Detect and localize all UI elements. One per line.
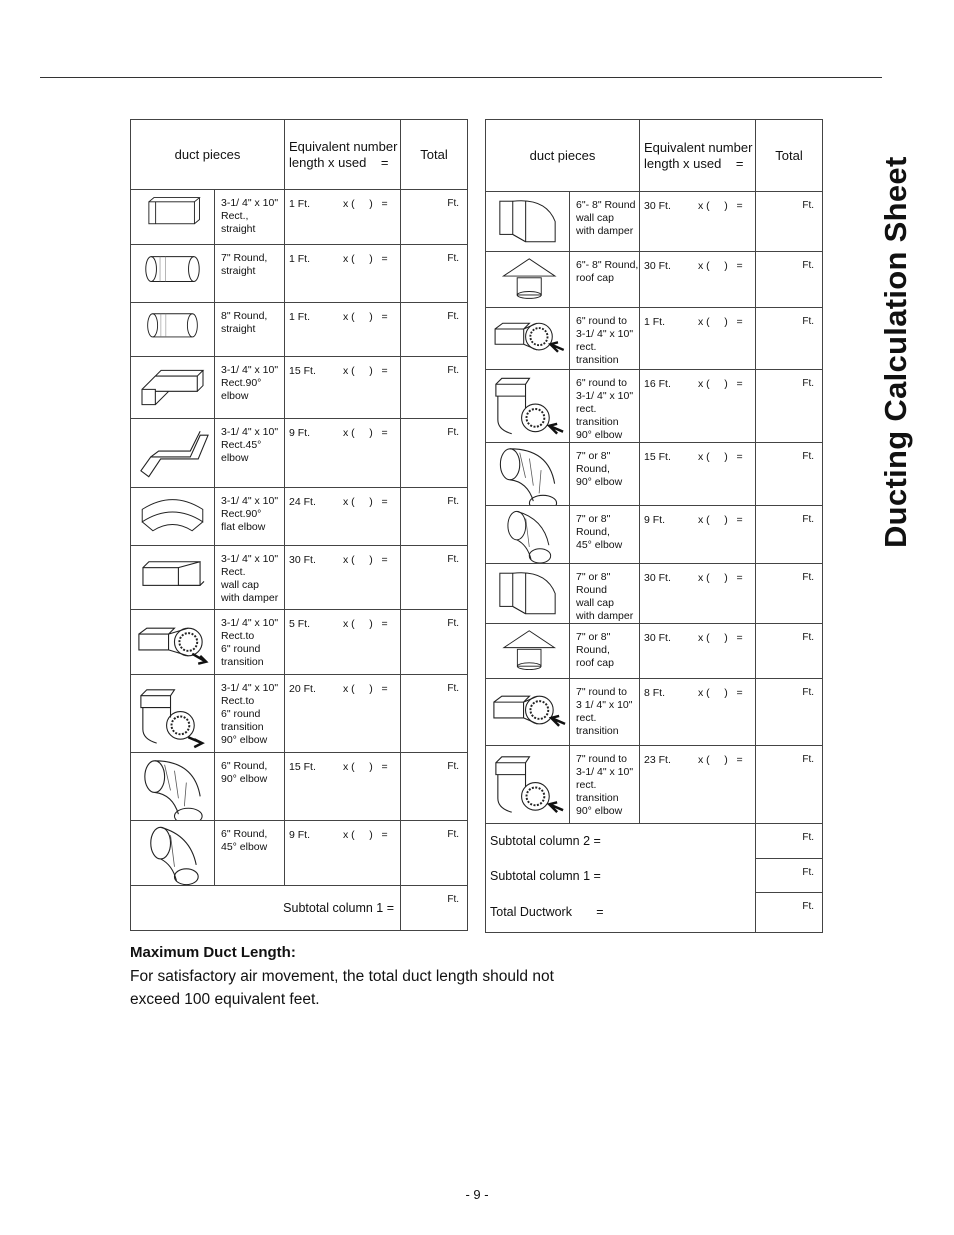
piece-description-text: 3-1/ 4" x 10" Rect., straight (221, 197, 279, 235)
table-row (486, 746, 823, 824)
table-row (131, 675, 468, 753)
row-total-cell: Ft. (401, 821, 468, 886)
equivalent-length-value: 15 Ft. (289, 365, 316, 377)
row-total-cell: Ft. (756, 370, 823, 443)
piece-image-cell (486, 679, 570, 746)
piece-description (215, 675, 285, 753)
piece-description (570, 679, 640, 746)
piece-description-text: 6" round to 3-1/ 4" x 10" rect. transition 90° elbow (576, 377, 634, 441)
quantity-used-blank: x ( ) = (698, 316, 743, 328)
equivalent-length-value: 15 Ft. (644, 451, 671, 463)
row-total-cell: Ft. (401, 753, 468, 821)
row-total-cell: Ft. (401, 488, 468, 546)
row-total-cell: Ft. (756, 746, 823, 824)
piece-image-cell (486, 252, 570, 308)
equivalent-length-cell (640, 192, 756, 252)
piece-description-text: 3-1/ 4" x 10" Rect.90° flat elbow (221, 495, 279, 533)
subtotal-row (486, 893, 823, 933)
right-calculation-table (485, 119, 823, 933)
table-row (486, 192, 823, 252)
row-total-cell: Ft. (401, 357, 468, 419)
piece-description (570, 370, 640, 443)
max-length-heading: Maximum Duct Length: (130, 944, 296, 961)
row-total-cell: Ft. (756, 443, 823, 506)
subtotal-value: Ft. (756, 893, 823, 933)
piece-description-text: 3-1/ 4" x 10" Rect.to 6" round transition 90° elbow (221, 682, 279, 746)
piece-image-cell (486, 370, 570, 443)
equivalent-length-value: 9 Ft. (289, 829, 311, 841)
equivalent-length-value: 30 Ft. (644, 200, 671, 212)
row-total-cell: Ft. (756, 506, 823, 564)
piece-description-text: 7" round to 3-1/ 4" x 10" rect. transition 90° elbow (576, 753, 634, 817)
row-total-cell: Ft. (756, 192, 823, 252)
piece-image-cell (486, 564, 570, 624)
equivalent-length-value: 9 Ft. (644, 514, 666, 526)
subtotal-column-1-value: Ft. (401, 886, 468, 931)
piece-description (215, 610, 285, 675)
quantity-used-blank: x ( ) = (343, 829, 388, 841)
subtotal-label: Subtotal column 2 = (486, 824, 756, 859)
piece-description-text: 7" or 8" Round, 45° elbow (576, 513, 623, 551)
table-row (486, 443, 823, 506)
equivalent-length-value: 9 Ft. (289, 427, 311, 439)
quantity-used-blank: x ( ) = (698, 200, 743, 212)
left-calculation-table (130, 119, 468, 931)
equivalent-length-cell (285, 245, 401, 303)
row-total-cell: Ft. (401, 303, 468, 357)
equivalent-length-value: 16 Ft. (644, 378, 671, 390)
piece-description-text: 7" or 8" Round, roof cap (576, 631, 614, 669)
piece-image-cell (486, 443, 570, 506)
row-total-cell: Ft. (756, 308, 823, 370)
equivalent-length-value: 8 Ft. (644, 687, 666, 699)
piece-image-cell (486, 746, 570, 824)
piece-image-cell (131, 419, 215, 488)
quantity-used-blank: x ( ) = (343, 496, 388, 508)
subtotal-label: Subtotal column 1 = (486, 859, 756, 893)
equivalent-length-cell (640, 564, 756, 624)
subtotal-row (486, 824, 823, 859)
row-total-cell: Ft. (401, 245, 468, 303)
piece-image-cell (131, 303, 215, 357)
equivalent-length-value: 5 Ft. (289, 618, 311, 630)
quantity-used-blank: x ( ) = (343, 253, 388, 265)
header-duct-pieces: duct pieces (131, 120, 285, 190)
subtotal-label: Total Ductwork = (486, 893, 756, 933)
equivalent-length-cell (640, 679, 756, 746)
piece-image-cell (131, 245, 215, 303)
table-row (131, 753, 468, 821)
piece-description (215, 419, 285, 488)
piece-description-text: 3-1/ 4" x 10" Rect.45° elbow (221, 426, 279, 464)
piece-description (215, 488, 285, 546)
equivalent-length-cell (285, 546, 401, 610)
row-total-cell: Ft. (401, 610, 468, 675)
equivalent-length-cell (285, 303, 401, 357)
header-equivalent: Equivalent number length x used = (640, 120, 756, 192)
table-header-row (131, 120, 468, 190)
piece-description-text: 6" Round, 45° elbow (221, 828, 268, 853)
table-header-row (486, 120, 823, 192)
quantity-used-blank: x ( ) = (698, 378, 743, 390)
quantity-used-blank: x ( ) = (698, 687, 743, 699)
header-total: Total (401, 120, 468, 190)
equivalent-length-value: 30 Ft. (289, 554, 316, 566)
row-total-cell: Ft. (756, 679, 823, 746)
table-row (486, 506, 823, 564)
equivalent-length-cell (285, 675, 401, 753)
piece-image-cell (131, 546, 215, 610)
piece-description (215, 753, 285, 821)
equivalent-length-value: 20 Ft. (289, 683, 316, 695)
equivalent-length-cell (285, 357, 401, 419)
equivalent-length-value: 30 Ft. (644, 632, 671, 644)
row-total-cell: Ft. (756, 624, 823, 679)
piece-description-text: 7" or 8" Round wall cap with damper (576, 571, 634, 622)
piece-image-cell (131, 821, 215, 886)
quantity-used-blank: x ( ) = (343, 683, 388, 695)
quantity-used-blank: x ( ) = (343, 618, 388, 630)
quantity-used-blank: x ( ) = (698, 754, 743, 766)
piece-description-text: 3-1/ 4" x 10" Rect. wall cap with damper (221, 553, 279, 604)
piece-description-text: 7" Round, straight (221, 252, 268, 277)
equivalent-length-cell (285, 190, 401, 245)
equivalent-length-cell (285, 753, 401, 821)
page-title (848, 118, 913, 548)
piece-description-text: 8" Round, straight (221, 310, 268, 335)
piece-description (215, 357, 285, 419)
max-length-text: For satisfactory air movement, the total duct length should not exceed 100 equivalent feet. (130, 968, 554, 1008)
piece-description (570, 443, 640, 506)
top-rule (40, 77, 882, 78)
piece-description-text: 7" round to 3 1/ 4" x 10" rect. transition (576, 686, 633, 737)
piece-description (570, 252, 640, 308)
table-row (486, 252, 823, 308)
subtotal-value: Ft. (756, 859, 823, 893)
equivalent-length-value: 23 Ft. (644, 754, 671, 766)
piece-image-cell (486, 506, 570, 564)
equivalent-length-value: 1 Ft. (289, 198, 311, 210)
equivalent-length-cell (285, 419, 401, 488)
piece-image-cell (486, 624, 570, 679)
equivalent-length-cell (285, 610, 401, 675)
quantity-used-blank: x ( ) = (343, 311, 388, 323)
piece-image-cell (131, 753, 215, 821)
piece-description (215, 190, 285, 245)
equivalent-length-cell (640, 252, 756, 308)
table-row (486, 564, 823, 624)
table-row (131, 488, 468, 546)
piece-image-cell (131, 190, 215, 245)
table-row (131, 245, 468, 303)
subtotal-value: Ft. (756, 824, 823, 859)
equivalent-length-cell (285, 488, 401, 546)
row-total-cell: Ft. (756, 564, 823, 624)
piece-description (570, 624, 640, 679)
piece-image-cell (486, 308, 570, 370)
quantity-used-blank: x ( ) = (698, 451, 743, 463)
equivalent-length-cell (640, 443, 756, 506)
equivalent-length-value: 30 Ft. (644, 260, 671, 272)
piece-image-cell (131, 357, 215, 419)
table-row (131, 190, 468, 245)
equivalent-length-cell (285, 821, 401, 886)
piece-description (215, 546, 285, 610)
equivalent-length-cell (640, 746, 756, 824)
quantity-used-blank: x ( ) = (698, 260, 743, 272)
piece-description-text: 6"- 8" Round wall cap with damper (576, 199, 636, 237)
table-row (131, 303, 468, 357)
row-total-cell: Ft. (401, 419, 468, 488)
piece-description (215, 303, 285, 357)
equivalent-length-value: 24 Ft. (289, 496, 316, 508)
piece-description (570, 564, 640, 624)
table-row (486, 679, 823, 746)
piece-description-text: 3-1/ 4" x 10" Rect.90° elbow (221, 364, 279, 402)
piece-image-cell (131, 675, 215, 753)
quantity-used-blank: x ( ) = (698, 514, 743, 526)
table-row (131, 546, 468, 610)
row-total-cell: Ft. (401, 675, 468, 753)
piece-description-text: 6" round to 3-1/ 4" x 10" rect. transition (576, 315, 634, 366)
row-total-cell: Ft. (401, 546, 468, 610)
table-row (131, 821, 468, 886)
quantity-used-blank: x ( ) = (343, 761, 388, 773)
quantity-used-blank: x ( ) = (343, 198, 388, 210)
piece-image-cell (131, 610, 215, 675)
header-equivalent: Equivalent number length x used = (285, 120, 401, 190)
piece-description (215, 821, 285, 886)
row-total-cell: Ft. (401, 190, 468, 245)
piece-image-cell (486, 192, 570, 252)
piece-description (570, 192, 640, 252)
quantity-used-blank: x ( ) = (343, 554, 388, 566)
page-title-text: Ducting Calculation Sheet (878, 156, 913, 548)
header-duct-pieces: duct pieces (486, 120, 640, 192)
quantity-used-blank: x ( ) = (343, 365, 388, 377)
piece-description (570, 746, 640, 824)
equivalent-length-cell (640, 506, 756, 564)
equivalent-length-cell (640, 308, 756, 370)
row-total-cell: Ft. (756, 252, 823, 308)
quantity-used-blank: x ( ) = (698, 632, 743, 644)
page-number: - 9 - (465, 1187, 489, 1202)
table-row (486, 308, 823, 370)
equivalent-length-value: 1 Ft. (289, 253, 311, 265)
table-row (131, 419, 468, 488)
equivalent-length-value: 15 Ft. (289, 761, 316, 773)
piece-description-text: 6"- 8" Round, roof cap (576, 259, 639, 284)
header-total: Total (756, 120, 823, 192)
piece-image-cell (131, 488, 215, 546)
quantity-used-blank: x ( ) = (698, 572, 743, 584)
table-row (486, 370, 823, 443)
subtotal-column-1-label: Subtotal column 1 = (131, 886, 401, 931)
equivalent-length-value: 1 Ft. (644, 316, 666, 328)
table-row (486, 624, 823, 679)
piece-description (215, 245, 285, 303)
equivalent-length-cell (640, 624, 756, 679)
subtotal-row (131, 886, 468, 931)
piece-description (570, 506, 640, 564)
quantity-used-blank: x ( ) = (343, 427, 388, 439)
equivalent-length-value: 1 Ft. (289, 311, 311, 323)
equivalent-length-cell (640, 370, 756, 443)
piece-description (570, 308, 640, 370)
table-row (131, 610, 468, 675)
piece-description-text: 7" or 8" Round, 90° elbow (576, 450, 623, 488)
piece-description-text: 3-1/ 4" x 10" Rect.to 6" round transition (221, 617, 279, 668)
equivalent-length-value: 30 Ft. (644, 572, 671, 584)
piece-description-text: 6" Round, 90° elbow (221, 760, 268, 785)
subtotal-row (486, 859, 823, 893)
table-row (131, 357, 468, 419)
